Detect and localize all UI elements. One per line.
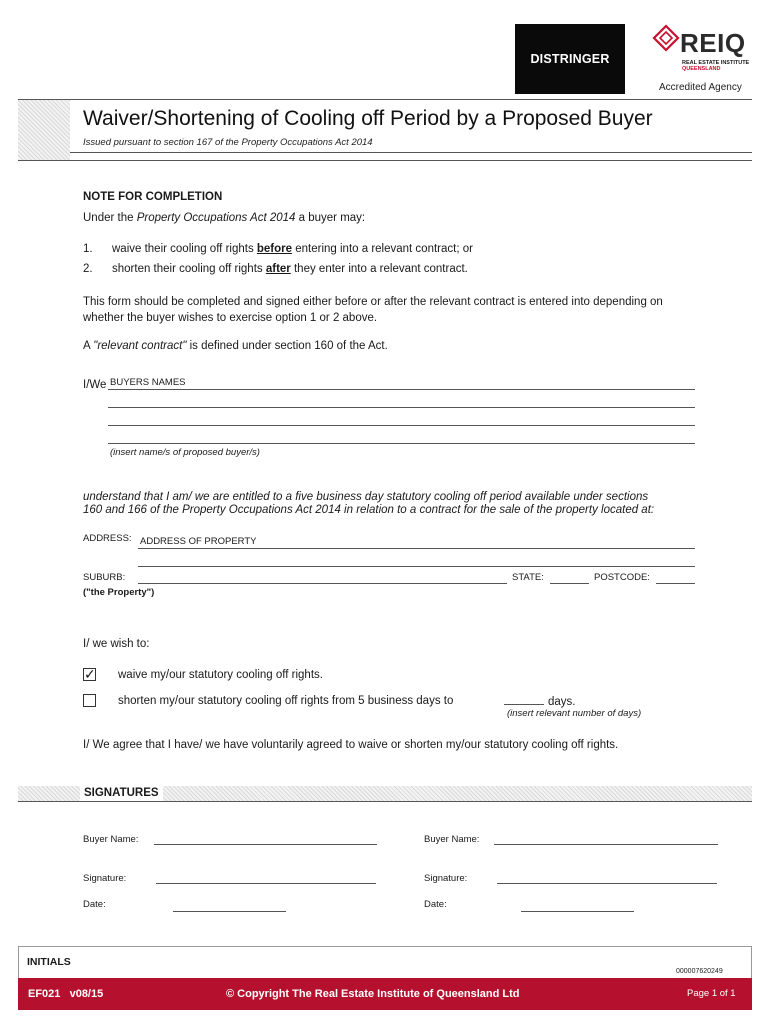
document-number: 000007620249 xyxy=(676,968,723,975)
buyers-names-field[interactable]: BUYERS NAMES xyxy=(110,377,186,388)
note-item-2: shorten their cooling off rights after they enter into a relevant contract. xyxy=(112,263,468,275)
title-top-rule xyxy=(18,99,752,100)
note-intro: Under the Property Occupations Act 2014 a buyer may: xyxy=(83,212,366,224)
address-line-1[interactable] xyxy=(138,548,695,549)
form-title: Waiver/Shortening of Cooling off Period by a Proposed Buyer xyxy=(83,107,653,130)
waive-option-label: waive my/our statutory cooling off rights. xyxy=(118,669,323,681)
waive-checkbox[interactable]: ✓ xyxy=(84,666,96,682)
buyer-2-signature-field[interactable] xyxy=(497,883,717,884)
note-paragraph-line-2: whether the buyer wishes to exercise option 1 or 2 above. xyxy=(83,312,378,324)
signatures-heading: SIGNATURES xyxy=(80,786,163,801)
relevant-contract-definition: A "relevant contract" is defined under section 160 of the Act. xyxy=(83,340,388,352)
reiq-logo-subtitle: REAL ESTATE INSTITUTE QUEENSLAND xyxy=(682,60,750,72)
reiq-diamond-icon xyxy=(652,24,680,54)
distringer-logo xyxy=(515,24,625,94)
state-field[interactable] xyxy=(550,583,589,584)
page-number: Page 1 of 1 xyxy=(687,988,736,999)
form-subtitle: Issued pursuant to section 167 of the Property Occupations Act 2014 xyxy=(83,137,373,148)
form-code: EF021 v08/15 xyxy=(28,988,104,1000)
shorten-days-suffix: days. xyxy=(548,696,576,708)
understand-line-2: 160 and 166 of the Property Occupations Act 2014 in relation to a contract for the sale of the property located at: xyxy=(83,504,655,516)
title-mid-rule xyxy=(70,152,752,153)
accredited-agency-label: Accredited Agency xyxy=(659,82,742,93)
buyer-1-date-field[interactable] xyxy=(173,911,286,912)
buyer-1-signature-label: Signature: xyxy=(83,873,127,884)
shorten-days-hint: (insert relevant number of days) xyxy=(507,708,642,719)
address-line-2[interactable] xyxy=(138,566,695,567)
postcode-label: POSTCODE: xyxy=(594,572,650,583)
distringer-logo-text: DISTRINGER xyxy=(530,52,610,66)
state-label: STATE: xyxy=(512,572,544,583)
buyer-1-name-field[interactable] xyxy=(154,844,377,845)
buyer-2-name-field[interactable] xyxy=(494,844,718,845)
shorten-option-label: shorten my/our statutory cooling off rights from 5 business days to xyxy=(118,695,454,707)
note-paragraph-line-1: This form should be completed and signed either before or after the relevant contract is entered into depending on xyxy=(83,296,663,308)
buyer-1-date-label: Date: xyxy=(83,899,106,910)
copyright-text: © Copyright The Real Estate Institute of Queensland Ltd xyxy=(226,988,520,1000)
note-item-1: waive their cooling off rights before entering into a relevant contract; or xyxy=(112,243,473,255)
buyer-2-signature-label: Signature: xyxy=(424,873,468,884)
buyer-1-signature-field[interactable] xyxy=(156,883,376,884)
signatures-rule xyxy=(18,801,752,802)
title-bottom-rule xyxy=(18,160,752,161)
note-item-2-number: 2. xyxy=(83,263,93,275)
suburb-label: SUBURB: xyxy=(83,572,126,583)
postcode-field[interactable] xyxy=(656,583,695,584)
buyers-line-3[interactable] xyxy=(108,425,695,426)
note-heading: NOTE FOR COMPLETION xyxy=(83,191,223,203)
buyers-label: I/We xyxy=(83,379,107,391)
shorten-checkbox[interactable] xyxy=(83,694,96,707)
buyers-hint: (insert name/s of proposed buyer/s) xyxy=(110,447,260,458)
buyer-2-date-label: Date: xyxy=(424,899,447,910)
buyer-1-name-label: Buyer Name: xyxy=(83,834,139,845)
suburb-field[interactable] xyxy=(138,583,507,584)
buyer-2-name-label: Buyer Name: xyxy=(424,834,480,845)
the-property-note: ("the Property") xyxy=(83,587,155,598)
wish-intro: I/ we wish to: xyxy=(83,638,150,650)
understand-line-1: understand that I am/ we are entitled to a five business day statutory cooling off period available under sections xyxy=(83,491,649,503)
buyers-line-4[interactable] xyxy=(108,443,695,444)
shorten-days-field[interactable] xyxy=(504,704,544,705)
agreement-statement: I/ We agree that I have/ we have voluntarily agreed to waive or shorten my/our statutory cooling off rights. xyxy=(83,739,619,751)
initials-label: INITIALS xyxy=(27,956,71,968)
buyers-line-2[interactable] xyxy=(108,407,695,408)
title-hatch-block xyxy=(18,100,70,160)
address-label: ADDRESS: xyxy=(83,533,132,544)
buyers-line-1[interactable] xyxy=(108,389,695,390)
footer-bar xyxy=(18,978,752,1010)
buyer-2-date-field[interactable] xyxy=(521,911,634,912)
address-field[interactable]: ADDRESS OF PROPERTY xyxy=(140,536,257,547)
note-item-1-number: 1. xyxy=(83,243,93,255)
reiq-logo-text: REIQ xyxy=(680,28,746,58)
